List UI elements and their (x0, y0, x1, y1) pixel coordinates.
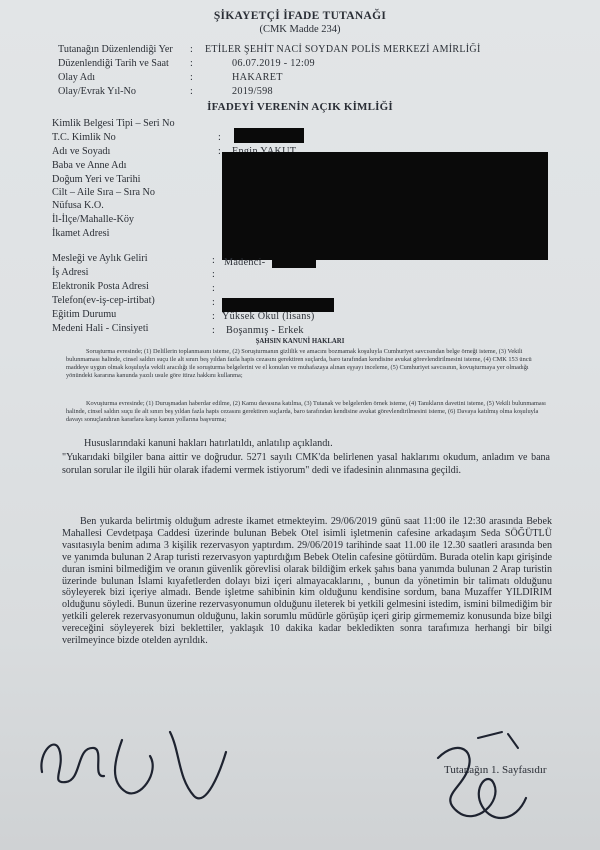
identity2-label: Elektronik Posta Adresi (52, 281, 149, 292)
meta-label-datetime: Düzenlendiği Tarih ve Saat (58, 58, 169, 69)
identity2-colon: : (212, 255, 215, 266)
identity-label: Adı ve Soyadı (52, 146, 111, 157)
identity-label: Cilt – Aile Sıra – Sıra No (52, 187, 156, 198)
meta-colon: : (190, 58, 193, 69)
identity2-label: Medeni Hali - Cinsiyeti (52, 323, 149, 334)
identity-label: Doğum Yeri ve Tarihi (52, 174, 141, 185)
meta-label-file-no: Olay/Evrak Yıl-No (58, 86, 136, 97)
identity2-label: İş Adresi (52, 267, 89, 278)
rights-paragraph-investigation: Soruşturma evresinde; (1) Delillerin toplanmasını isteme, (2) Soruşturmanın gizlilik ve amacını bozmamak koşuluyla Cumhuriyet savcısından belge örneği isteme, (3) Vekili bulunmaması halinde, cinsel saldırı suçu ile alt sınırı beş yıldan fazla hapis cezasını gerektiren suçlarda, baro tarafından kendisine avukat görevlendirilmesini isteme, (4) CMK 153 üncü maddeye uygun olmak koşuluyla vekili aracılığı ile soruşturma belgelerini ve el konulan ve muhafazaya alınan eşyayı inceleme, (5) Cumhuriyet savcısının, kovuşturmaya yer olmadığı yönündeki kararına kanunda yazılı usule göre itiraz hakkını kullanma; (66, 348, 532, 380)
identity-label: Baba ve Anne Adı (52, 160, 127, 171)
statement-paragraph: Ben yukarda belirtmiş olduğum adreste ikamet etmekteyim. 29/06/2019 günü saat 11:00 ile 12:30 arasında Bebek Mahallesi Cevdetpaşa Caddesi üzerinde bulunan Bebek Otel isimli işletmenin cafesine arkadaşım Seda SÖĞÜTLÜ vasıtasıyla benim adıma 3 kişilik rezervasyon yaptırdım. 29/06/2019 tarihinde saat 11.00 ile 12.30 saatleri arasında ben ve yanımda bulunan 2 Arap turisti rezervasyon yaptırdığım Bebek Otelin cafesine götürdüm. Burada otelin kapı girişinde duran ismini bilmediğim ve oranın güvenlik görevlisi olarak bildiğim erkek şahıs bana yanımda bulunan 2 Arap turistin üzerinde bulunan İslami kıyafetlerden dolayı bizi içeri almayacaklarını, , bunun da yönetimin bir talimatı olduğunu söyleyerek bizi içeriye almadı. Bende işletme sahibinin kim olduğunu kendisine sordum, bana Muzaffer YILDIRIM olduğunu söyledi. Bunun üzerine rezervasyonumun olduğunu ileterek bi yetkili gelmesini istedim, ismini bilmediğim bir yetkili gelerek rezervasyonumun olduğunu, lakin sorumlu müdürle görüşüp içeri girip girmememiz konusunda bize bilgi vereceğini söyleyerek bizi beklettiler, yaklaşık 10 dakika kadar bekledikten sonra tarafımıza herhangi bir bilgi verilmeyince bizde otelden ayrıldık. (62, 516, 552, 647)
page-footer: Tutanağın 1. Sayfasıdır (444, 764, 547, 776)
document-title: ŞİKAYETÇİ İFADE TUTANAĞI (213, 10, 387, 22)
identity2-colon: : (212, 269, 215, 280)
identity-heading: İFADEYİ VERENİN AÇIK KİMLİĞİ (207, 101, 393, 113)
redaction-block (222, 298, 334, 312)
identity2-colon: : (212, 311, 215, 322)
meta-colon: : (190, 44, 193, 55)
meta-label-event: Olay Adı (58, 72, 96, 83)
meta-value-datetime: 06.07.2019 - 12:09 (232, 58, 315, 69)
meta-label-place: Tutanağın Düzenlendiği Yer (58, 44, 173, 55)
meta-value-file-no: 2019/598 (232, 86, 273, 97)
identity2-colon: : (212, 283, 215, 294)
meta-colon: : (190, 86, 193, 97)
identity-label: İl-İlçe/Mahalle-Köy (52, 214, 135, 225)
identity-label: Kimlik Belgesi Tipi – Seri No (52, 118, 175, 129)
identity2-value-education: Yüksek Okul (lisans) (222, 311, 315, 322)
meta-colon: : (190, 72, 193, 83)
identity-label: İkamet Adresi (52, 228, 110, 239)
document-subtitle: (CMK Madde 234) (259, 24, 341, 35)
declaration-paragraph: "Yukarıdaki bilgiler bana aittir ve doğrudur. 5271 sayılı CMK'da belirlenen yasal haklarımı okudum, anladım ve bana sorulan sorular ile ilgili hür olarak ifademi vermek istiyorum" dedi ve ifadesinin alınmasına geçildi. (62, 452, 550, 476)
identity2-label: Telefon(ev-iş-cep-irtibat) (52, 295, 155, 306)
identity2-value-job: Madenci- (224, 257, 266, 268)
identity-label: Nüfusa K.O. (52, 200, 104, 211)
redaction-block (234, 128, 304, 143)
identity2-label: Mesleği ve Aylık Geliri (52, 253, 148, 264)
identity2-colon: : (212, 325, 215, 336)
meta-value-event: HAKARET (232, 72, 283, 83)
signature-right (418, 728, 538, 840)
rights-heading: ŞAHSIN KANUNİ HAKLARI (255, 338, 345, 345)
redaction-block (222, 152, 548, 260)
identity-label: T.C. Kimlik No (52, 132, 116, 143)
identity-colon: : (218, 132, 221, 143)
rights-paragraph-prosecution: Kovuşturma evresinde; (1) Duruşmadan haberdar edilme, (2) Kamu davasına katılma, (3) Tutanak ve belgelerden örnek isteme, (4) Tanıkların davetini isteme, (5) Vekili bulunmaması halinde, cinsel saldırı suçu ile alt sınırı beş yıldan fazla hapis cezasını gerektiren suçlarda, baro tarafından kendisine avukat görevlendirilmesini isteme, (6) Davaya katılmış olma koşuluyla davayı sonuçlandıran kararlara karşı kanun yollarına başvurma; (66, 400, 546, 424)
identity2-colon: : (212, 297, 215, 308)
rights-reminder: Hususlarındaki kanuni hakları hatırlatıldı, anlatılıp açıklandı. (84, 438, 333, 449)
identity-colon: : (218, 146, 221, 157)
signature-left (30, 712, 250, 812)
redaction-block (272, 256, 316, 268)
meta-value-place: ETİLER ŞEHİT NACİ SOYDAN POLİS MERKEZİ AMİRLİĞİ (205, 44, 481, 55)
identity2-label: Eğitim Durumu (52, 309, 117, 320)
identity2-value-marital: Boşanmış - Erkek (226, 325, 304, 336)
